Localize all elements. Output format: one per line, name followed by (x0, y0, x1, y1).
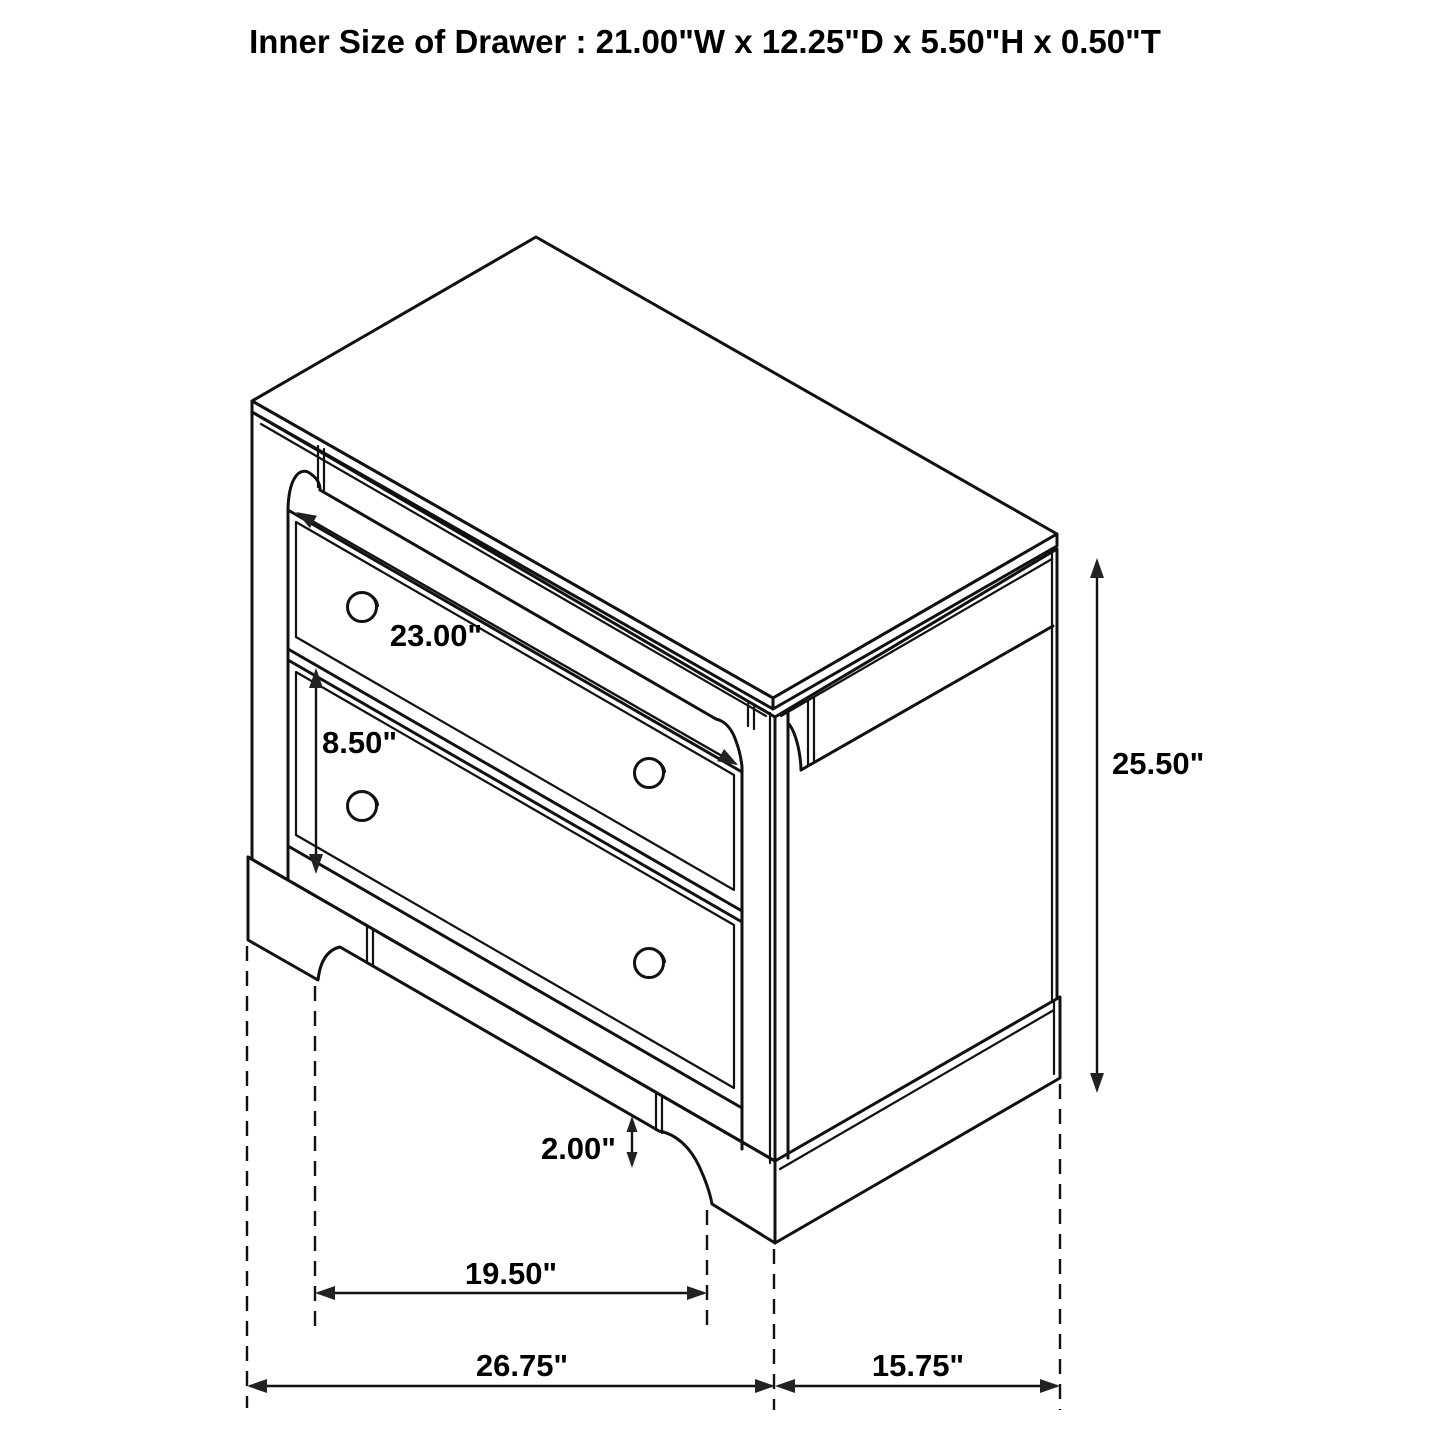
dim-label-drawer-front-height: 8.50" (322, 725, 398, 760)
dim-label-overall-width: 26.75" (475, 1348, 569, 1383)
dim-between-feet (315, 1256, 707, 1300)
dim-overall-depth (775, 1348, 1060, 1393)
dim-label-between-feet: 19.50" (464, 1256, 558, 1291)
dim-overall-width (247, 1348, 775, 1393)
page-title: Inner Size of Drawer : 21.00"W x 12.25"D x 5.50"H x 0.50"T (249, 23, 1161, 60)
dim-label-overall-depth: 15.75" (871, 1348, 965, 1383)
arrowhead-icon (775, 1379, 795, 1393)
arrowhead-icon (627, 1152, 638, 1168)
arrowhead-icon (1090, 558, 1104, 578)
dim-label-drawer-width: 23.00" (389, 618, 483, 653)
dim-overall-height (1090, 558, 1204, 1093)
arrowhead-icon (247, 1379, 267, 1393)
dim-label-overall-height: 25.50" (1112, 746, 1205, 781)
arrowhead-icon (687, 1286, 707, 1300)
arrowhead-icon (315, 1286, 335, 1300)
arrowhead-icon (1090, 1073, 1104, 1093)
dim-foot-height (541, 1116, 638, 1168)
dim-label-foot-height: 2.00" (540, 1131, 616, 1166)
arrowhead-icon (755, 1379, 775, 1393)
arrowhead-icon (1040, 1379, 1060, 1393)
